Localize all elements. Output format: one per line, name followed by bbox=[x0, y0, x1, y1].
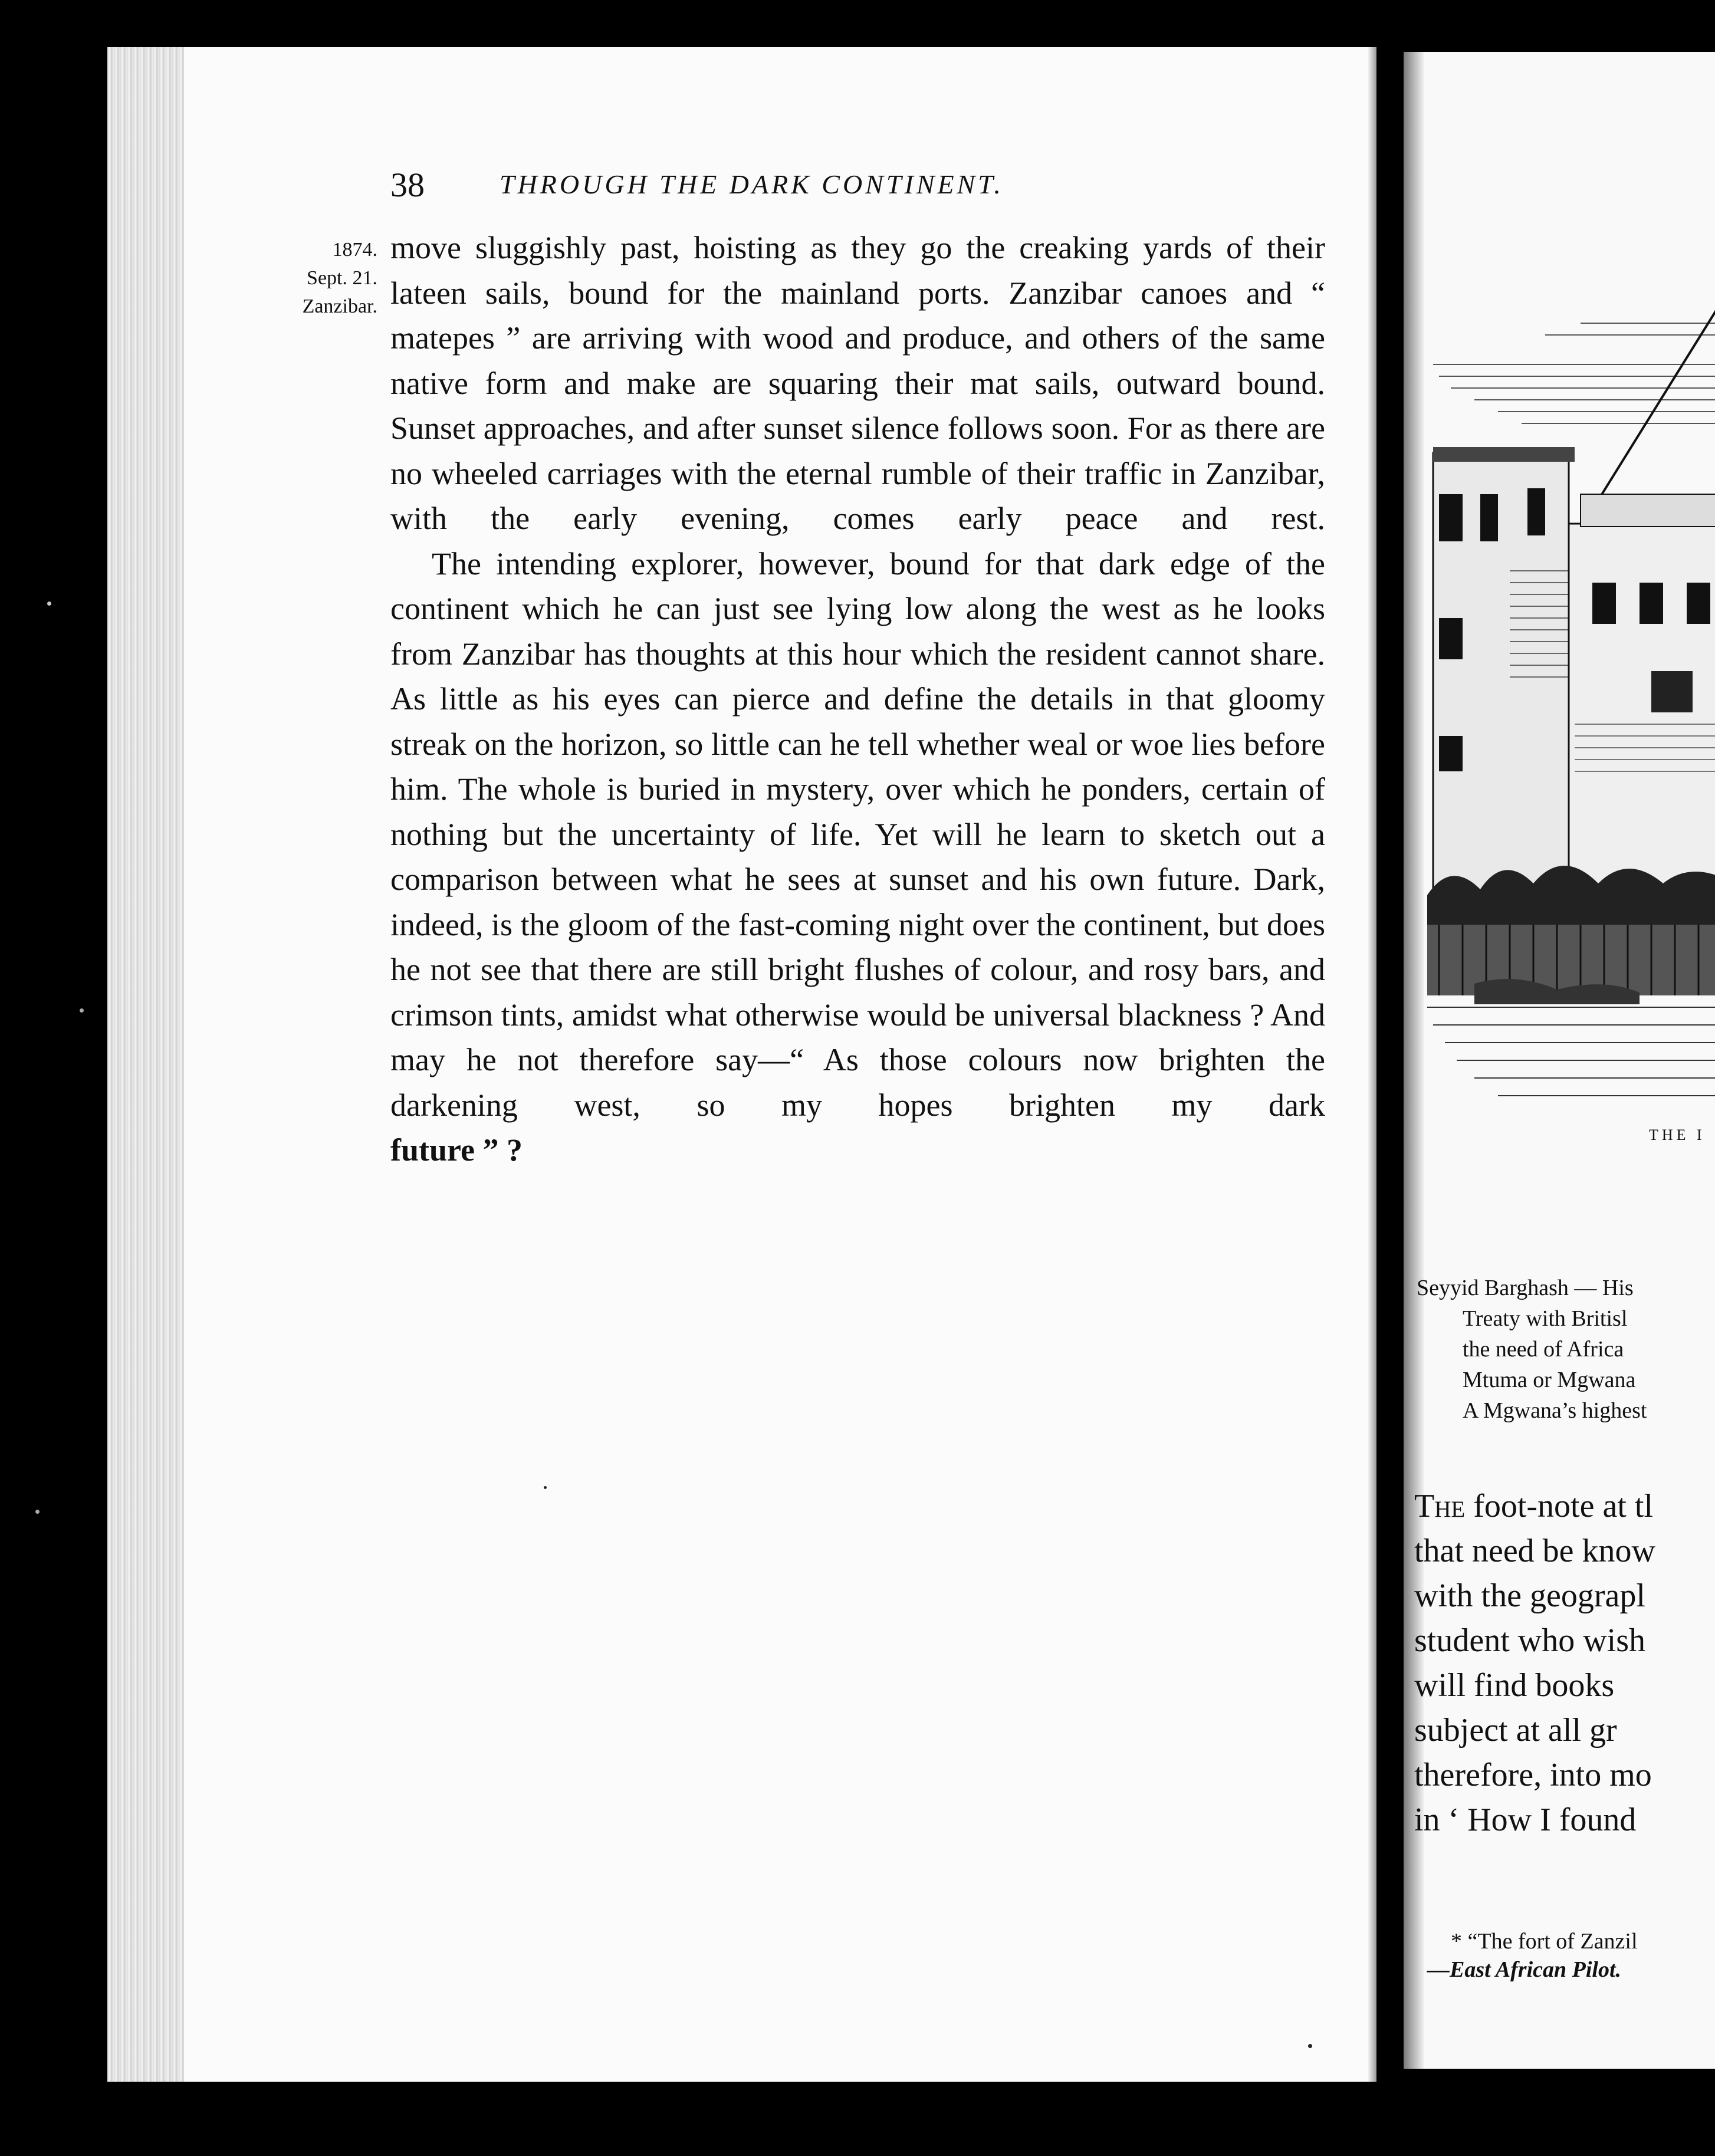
fort-engraving-illustration bbox=[1427, 276, 1715, 1113]
synopsis-line: the need of Africa bbox=[1463, 1337, 1624, 1362]
body-line: therefore, into mo bbox=[1414, 1757, 1652, 1793]
body-text bbox=[390, 225, 1325, 1173]
paragraph: move sluggishly past, hoisting as they go the creaking yards of their lateen sails, bound for the mainland ports. Zanzibar canoes and “ matepes ” are arriving with wood and produce, and others of the same native form and make are squaring their mat sails, outward bound. Sunset approaches, and after sunset silence follows soon. For as there are no wheeled carriages with the eternal rumble of their traffic in Zanzibar, with the early evening, comes early peace and rest. bbox=[390, 230, 1325, 536]
margin-note-year: 1874. bbox=[332, 239, 377, 261]
margin-notes bbox=[259, 236, 377, 321]
footnote-line: * “The fort of Zanzil bbox=[1451, 1929, 1638, 1954]
paragraph: The intending explorer, however, bound for that dark edge of the continent which he can just see lying low along the west as he looks from Zanzibar has thoughts at this hour which the resident cannot share. As little as his eyes can pierce and define the details in that gloomy streak on the horizon, so little can he tell whether weal or woe lies before him. The whole is buried in mystery, over which he ponders, certain of nothing but the uncertainty of life. Yet will he learn to sketch out a comparison between what he sees at sunset and his own future. Dark, indeed, is the gloom of the fast-coming night over the continent, but does he not see that there are still bright flushes of colour, and rosy bars, and crimson tints, amidst what otherwise would be universal blackness ? And may he not therefore say—“ As those colours now brighten the darkening west, so my hopes brighten my dark bbox=[390, 545, 1325, 1123]
running-title: THROUGH THE DARK CONTINENT. bbox=[500, 169, 1004, 199]
body-line: will find books bbox=[1414, 1667, 1615, 1704]
synopsis-line: Mtuma or Mgwana bbox=[1463, 1368, 1636, 1392]
body-line-rest: foot-note at tl bbox=[1465, 1488, 1654, 1524]
page-edges bbox=[107, 47, 184, 2082]
paragraph-closing: future ” ? bbox=[390, 1132, 523, 1168]
chapter-synopsis bbox=[1417, 1273, 1715, 1426]
body-line bbox=[1414, 1484, 1715, 1529]
page-number: 38 bbox=[390, 166, 425, 204]
speck-mark bbox=[35, 1510, 40, 1514]
body-line: in ‘ How I found bbox=[1414, 1802, 1637, 1838]
running-head bbox=[390, 165, 1299, 212]
right-page bbox=[1404, 52, 1715, 2069]
body-line: that need be know bbox=[1414, 1533, 1655, 1569]
left-page bbox=[107, 47, 1376, 2082]
margin-note-place: Zanzibar. bbox=[302, 295, 377, 317]
body-line: student who wish bbox=[1414, 1622, 1645, 1659]
speck-mark bbox=[1308, 2044, 1312, 2048]
footnote-citation: —East African Pilot. bbox=[1427, 1957, 1622, 1982]
synopsis-line: Treaty with Britisl bbox=[1463, 1306, 1628, 1331]
synopsis-line: Seyyid Barghash — His bbox=[1417, 1276, 1634, 1300]
engraving-picture bbox=[1427, 276, 1715, 1113]
right-body-text bbox=[1414, 1484, 1715, 1842]
body-line: subject at all gr bbox=[1414, 1712, 1617, 1749]
plate-caption: THE I bbox=[1649, 1126, 1706, 1143]
speck-mark bbox=[544, 1486, 547, 1489]
speck-mark bbox=[80, 1008, 84, 1013]
small-caps-lead: The bbox=[1414, 1488, 1466, 1524]
footnote bbox=[1427, 1927, 1715, 1984]
speck-mark bbox=[47, 602, 51, 606]
synopsis-line: A Mgwana’s highest bbox=[1463, 1398, 1647, 1423]
gutter-shadow bbox=[1368, 47, 1376, 2082]
body-line: with the geograpl bbox=[1414, 1577, 1645, 1614]
margin-note-date: Sept. 21. bbox=[307, 267, 377, 289]
